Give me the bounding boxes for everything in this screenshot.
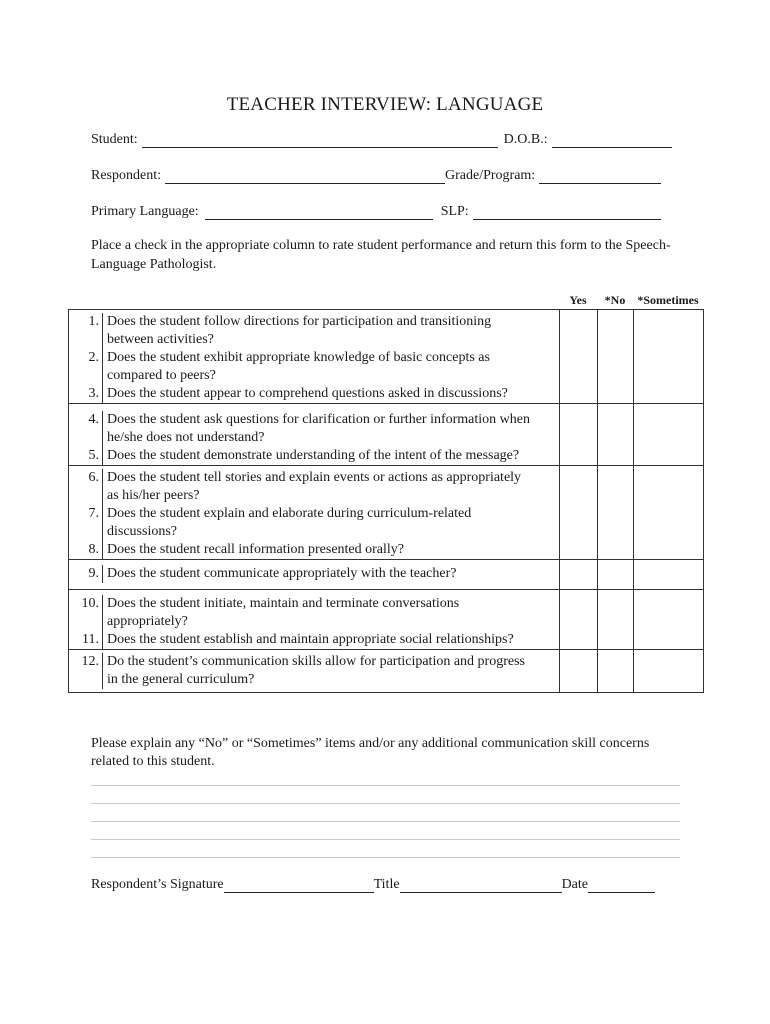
- question-number: 8.: [69, 541, 103, 559]
- question-group: [69, 404, 704, 466]
- question-number: [69, 487, 103, 505]
- primary-language-field[interactable]: [205, 204, 433, 220]
- date-field[interactable]: [588, 877, 655, 893]
- respondent-row: [91, 164, 661, 184]
- title-label: Title: [373, 877, 400, 892]
- question-text: Does the student exhibit appropriate knowledge of basic concepts as: [107, 350, 490, 365]
- check-cell-yes[interactable]: [560, 310, 598, 404]
- col-header-no: *No: [604, 293, 626, 307]
- question-text: Does the student establish and maintain appropriate social relationships?: [107, 632, 514, 647]
- question-number: [69, 331, 103, 349]
- col-header-sometimes: *Sometimes: [637, 293, 699, 307]
- col-header-yes: Yes: [569, 293, 587, 307]
- primary-language-label: Primary Language:: [91, 204, 199, 219]
- question-number: 11.: [69, 631, 103, 649]
- check-cell-yes[interactable]: [560, 404, 598, 466]
- question-number: 5.: [69, 447, 103, 465]
- question-text: Do the student’s communication skills allow for participation and progress: [107, 654, 525, 669]
- instructions: Place a check in the appropriate column to rate student performance and return this form to the Speech-Language Pathologist.: [91, 238, 671, 272]
- check-cell-sometimes[interactable]: [634, 404, 704, 466]
- question-cell: [69, 404, 560, 466]
- question-text: Does the student follow directions for participation and transitioning: [107, 314, 492, 329]
- question-text: compared to peers?: [107, 368, 216, 383]
- dob-label: D.O.B.:: [503, 132, 548, 147]
- student-field[interactable]: [142, 132, 498, 148]
- question-line: [69, 541, 559, 559]
- question-cell: [69, 310, 560, 404]
- question-number: 4.: [69, 411, 103, 429]
- title-field[interactable]: [400, 877, 562, 893]
- question-line: [69, 447, 559, 465]
- comment-line[interactable]: [91, 839, 680, 840]
- question-line: [69, 385, 559, 403]
- check-cell-no[interactable]: [598, 466, 634, 560]
- page-title: TEACHER INTERVIEW: LANGUAGE: [226, 94, 544, 115]
- question-number: 9.: [69, 565, 103, 583]
- check-cell-sometimes[interactable]: [634, 560, 704, 590]
- question-line: [69, 469, 559, 487]
- question-group: [69, 590, 704, 650]
- question-text: Does the student recall information presented orally?: [107, 542, 405, 557]
- explain-prompt: Please explain any “No” or “Sometimes” items and/or any additional communication skill concerns related to this student.: [91, 736, 650, 769]
- question-number: [69, 671, 103, 689]
- student-row: [91, 128, 672, 148]
- question-line: [69, 523, 559, 541]
- question-number: 1.: [69, 313, 103, 331]
- question-number: [69, 523, 103, 541]
- language-row: [91, 200, 661, 220]
- question-group: [69, 650, 704, 693]
- question-text: Does the student tell stories and explain events or actions as appropriately: [107, 470, 522, 485]
- question-text: appropriately?: [107, 614, 188, 629]
- question-text: he/she does not understand?: [107, 430, 265, 445]
- question-text: in the general curriculum?: [107, 672, 255, 687]
- question-line: [69, 565, 559, 583]
- question-cell: [69, 466, 560, 560]
- comment-line[interactable]: [91, 857, 680, 858]
- question-number: 7.: [69, 505, 103, 523]
- question-text: between activities?: [107, 332, 214, 347]
- check-cell-no[interactable]: [598, 560, 634, 590]
- check-cell-yes[interactable]: [560, 466, 598, 560]
- check-cell-no[interactable]: [598, 650, 634, 693]
- comment-line[interactable]: [91, 821, 680, 822]
- check-cell-no[interactable]: [598, 590, 634, 650]
- student-label: Student:: [91, 132, 138, 147]
- question-text: Does the student explain and elaborate during curriculum-related: [107, 506, 472, 521]
- check-cell-no[interactable]: [598, 310, 634, 404]
- signature-field[interactable]: [224, 877, 374, 893]
- question-line: [69, 653, 559, 671]
- check-cell-sometimes[interactable]: [634, 466, 704, 560]
- check-cell-sometimes[interactable]: [634, 310, 704, 404]
- comment-line[interactable]: [91, 785, 680, 786]
- question-text: Does the student appear to comprehend questions asked in discussions?: [107, 386, 508, 401]
- question-line: [69, 349, 559, 367]
- comment-line[interactable]: [91, 803, 680, 804]
- check-cell-no[interactable]: [598, 404, 634, 466]
- question-number: 3.: [69, 385, 103, 403]
- grade-field[interactable]: [539, 168, 661, 184]
- question-number: 10.: [69, 595, 103, 613]
- check-cell-yes[interactable]: [560, 650, 598, 693]
- question-cell: [69, 560, 560, 590]
- dob-field[interactable]: [552, 132, 672, 148]
- question-text: Does the student communicate appropriately with the teacher?: [107, 566, 457, 581]
- question-line: [69, 631, 559, 649]
- check-cell-sometimes[interactable]: [634, 650, 704, 693]
- question-line: [69, 313, 559, 331]
- question-line: [69, 613, 559, 631]
- date-label: Date: [561, 877, 588, 892]
- question-line: [69, 505, 559, 523]
- question-line: [69, 429, 559, 447]
- question-number: 12.: [69, 653, 103, 671]
- check-cell-sometimes[interactable]: [634, 590, 704, 650]
- question-line: [69, 595, 559, 613]
- question-text: Does the student demonstrate understanding of the intent of the message?: [107, 448, 520, 463]
- question-line: [69, 367, 559, 385]
- signature-row: [91, 877, 655, 893]
- question-line: [69, 331, 559, 349]
- slp-label: SLP:: [440, 204, 469, 219]
- question-group: [69, 560, 704, 590]
- question-line: [69, 671, 559, 689]
- respondent-field[interactable]: [165, 168, 445, 184]
- respondent-label: Respondent:: [91, 168, 161, 183]
- check-cell-yes[interactable]: [560, 560, 598, 590]
- grade-label: Grade/Program:: [445, 168, 536, 183]
- question-text: as his/her peers?: [107, 488, 200, 503]
- question-group: [69, 466, 704, 560]
- question-group: [69, 310, 704, 404]
- question-cell: [69, 590, 560, 650]
- question-text: discussions?: [107, 524, 177, 539]
- question-line: [69, 411, 559, 429]
- question-number: [69, 429, 103, 447]
- signature-label: Respondent’s Signature: [91, 877, 224, 892]
- question-number: [69, 367, 103, 385]
- question-cell: [69, 650, 560, 693]
- question-line: [69, 487, 559, 505]
- question-text: Does the student ask questions for clarification or further information when: [107, 412, 530, 427]
- slp-field[interactable]: [473, 204, 661, 220]
- question-text: Does the student initiate, maintain and terminate conversations: [107, 596, 460, 611]
- question-number: 2.: [69, 349, 103, 367]
- question-number: 6.: [69, 469, 103, 487]
- question-number: [69, 613, 103, 631]
- check-cell-yes[interactable]: [560, 590, 598, 650]
- questions-table: [68, 309, 704, 693]
